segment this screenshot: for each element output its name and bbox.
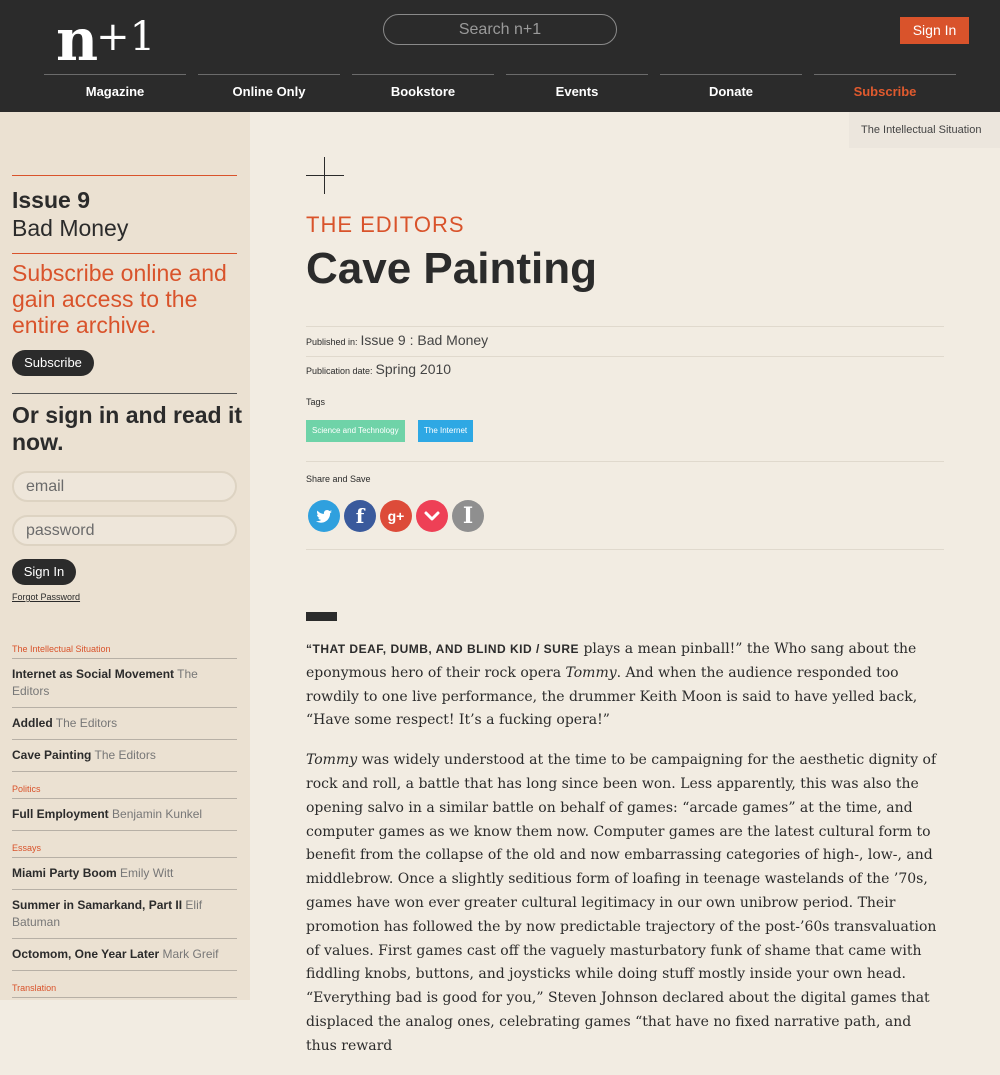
- email-field[interactable]: email: [12, 471, 237, 502]
- twitter-icon[interactable]: [308, 500, 340, 532]
- article-byline[interactable]: THE EDITORS: [306, 212, 465, 237]
- site-header: [0, 0, 1000, 112]
- instapaper-icon[interactable]: I: [452, 500, 484, 532]
- toc-category[interactable]: Essays: [12, 841, 237, 858]
- toc-item-author: Benjamin Kunkel: [112, 807, 203, 821]
- toc-item-author: The Editors: [94, 748, 156, 762]
- toc-item-author: Emily Witt: [120, 866, 174, 880]
- nav-events[interactable]: Events: [506, 74, 648, 99]
- toc-item-title: Internet as Social Movement: [12, 667, 175, 681]
- toc-category[interactable]: Politics: [12, 782, 237, 799]
- nav-subscribe[interactable]: Subscribe: [814, 74, 956, 99]
- nav-online-only[interactable]: Online Only: [198, 74, 340, 99]
- logo-plus-one: +1: [96, 14, 156, 60]
- nav-donate[interactable]: Donate: [660, 74, 802, 99]
- toc-item[interactable]: [12, 708, 237, 740]
- page-title: Cave Painting: [306, 244, 597, 293]
- date-label: Publication date:: [306, 366, 373, 376]
- publication-date: [306, 361, 451, 377]
- header-sign-in-button[interactable]: Sign In: [900, 17, 969, 44]
- toc-item[interactable]: [12, 939, 237, 971]
- password-field[interactable]: password: [12, 515, 237, 546]
- divider: [12, 253, 237, 254]
- toc-item[interactable]: [12, 799, 237, 831]
- google-plus-icon[interactable]: g+: [380, 500, 412, 532]
- article-body: [306, 638, 946, 1075]
- tags-label: Tags: [306, 397, 326, 407]
- paragraph: Tommy was widely understood at the time to be campaigning for the aesthetic dignity of rock and roll, a battle that has long since been won. Less apparently, this was also the opening salvo in a similar battle on behalf of games: “arcade games” at the time, and computer games as we know them now. Computer games are the latest cultural form to benefit from the collapse of the old and now embarrassing categories of high-, low-, and middlebrow. Once a slightly seditious form of loafing in teenage wastelands of the ’70s, games have won ever greater cultural legitimacy in our own unibrow period. Their promotion has followed the by now predictable trajectory of the post-’60s transvaluation of values. First games cast off the vaguely masturbatory funk of shame that came with fiddling knobs, buttons, and joysticks while doing stuff mostly inside your own head. “Everything bad is good for you,” Steven Johnson declared about the digital games that displaced the analog ones, celebrating games “that have no fixed narrative path, and thus reward: [306, 752, 937, 1054]
- toc-item-title: Miami Party Boom: [12, 866, 117, 880]
- issue-number[interactable]: Issue 9: [12, 187, 90, 213]
- toc-item-author: Elif Batuman: [12, 898, 203, 929]
- divider: [12, 175, 237, 176]
- toc-category[interactable]: Translation: [12, 981, 237, 998]
- toc-item[interactable]: [12, 740, 237, 772]
- subscribe-pitch: Subscribe online and gain access to the entire archive.: [12, 260, 227, 338]
- toc-item-title: Cave Painting: [12, 748, 92, 762]
- toc-item[interactable]: [12, 890, 237, 939]
- published-in: [306, 332, 488, 348]
- lead-in: “THAT DEAF, DUMB, AND BLIND KID / SURE: [306, 642, 579, 656]
- toc-item-author: The Editors: [12, 667, 198, 698]
- cross-mark: [306, 175, 344, 176]
- date-value: Spring 2010: [375, 361, 452, 377]
- divider: [306, 549, 944, 550]
- sidebar: [0, 112, 250, 1000]
- divider: [306, 356, 944, 357]
- site-logo[interactable]: [56, 6, 155, 74]
- tag-science-and-technology[interactable]: Science and Technology: [306, 420, 405, 442]
- issue-toc: [12, 642, 237, 998]
- divider: [12, 393, 237, 394]
- toc-item-title: Full Employment: [12, 807, 109, 821]
- breadcrumb[interactable]: The Intellectual Situation: [849, 112, 1000, 148]
- main-nav: [44, 74, 956, 99]
- toc-item-title: Octomom, One Year Later: [12, 947, 160, 961]
- signin-heading: Or sign in and read it now.: [12, 402, 243, 455]
- toc-item[interactable]: [12, 858, 237, 890]
- toc-category[interactable]: The Intellectual Situation: [12, 642, 237, 659]
- forgot-password-link[interactable]: Forgot Password: [12, 592, 81, 602]
- published-value[interactable]: Issue 9 : Bad Money: [360, 332, 489, 348]
- paragraph: “THAT DEAF, DUMB, AND BLIND KID / SURE plays a mean pinball!” the Who sang about the eponymous hero of their rock opera Tommy. And when the audience responded too rowdily to one live performance, the drummer Keith Moon is said to have yelled back, “Have some respect! It’s a fucking opera!”: [306, 641, 918, 729]
- toc-item[interactable]: [12, 659, 237, 708]
- sidebar-sign-in-button[interactable]: Sign In: [12, 559, 76, 585]
- toc-item-title: Summer in Samarkand, Part II: [12, 898, 183, 912]
- cross-mark: [324, 157, 325, 194]
- toc-item-author: Mark Greif: [162, 947, 219, 961]
- nav-magazine[interactable]: Magazine: [44, 74, 186, 99]
- toc-item-title: Addled: [12, 716, 53, 730]
- facebook-icon[interactable]: f: [344, 500, 376, 532]
- search-input[interactable]: Search n+1: [383, 14, 617, 45]
- published-label: Published in:: [306, 337, 358, 347]
- sidebar-subscribe-button[interactable]: Subscribe: [12, 350, 94, 376]
- logo-n: n: [56, 6, 97, 74]
- nav-bookstore[interactable]: Bookstore: [352, 74, 494, 99]
- tag-the-internet[interactable]: The Internet: [418, 420, 473, 442]
- pocket-icon[interactable]: [416, 500, 448, 532]
- toc-item-author: The Editors: [55, 716, 118, 730]
- issue-name[interactable]: Bad Money: [12, 215, 129, 241]
- divider: [306, 461, 944, 462]
- share-label: Share and Save: [306, 474, 371, 484]
- divider: [306, 326, 944, 327]
- section-dash: [306, 612, 337, 621]
